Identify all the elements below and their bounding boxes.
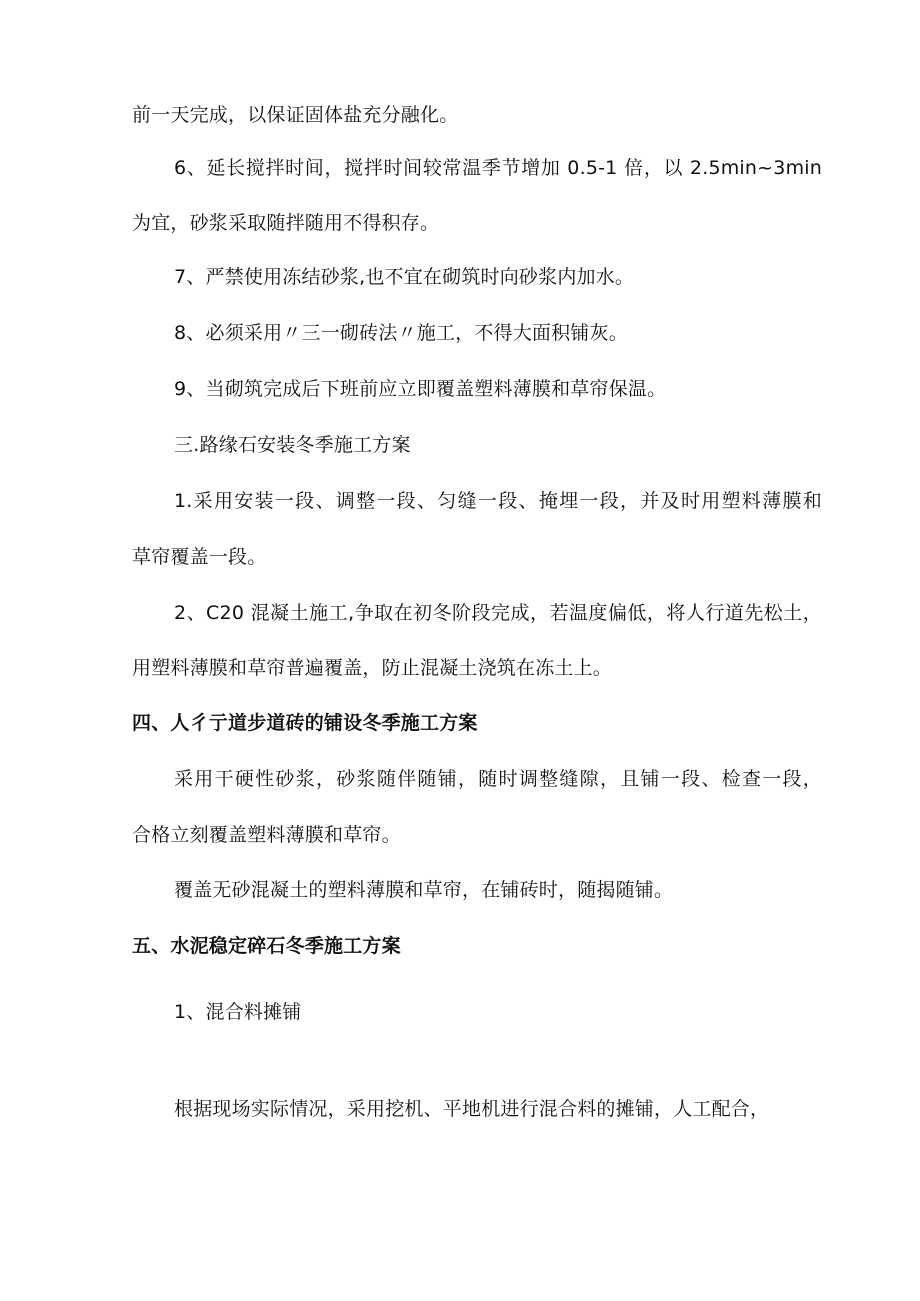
paragraph-line: 用塑料薄膜和草帘普遍覆盖，防止混凝土浇筑在冻土上。 xyxy=(132,657,613,679)
paragraph-line: 前一天完成，以保证固体盐充分融化。 xyxy=(132,104,459,126)
paragraph-line: 7、严禁使用冻结砂浆,也不宜在砌筑时向砂浆内加水。 xyxy=(174,266,635,288)
paragraph-line: 9、当砌筑完成后下班前应立即覆盖塑料薄膜和草帘保温。 xyxy=(174,378,667,400)
section-heading: 四、人彳亍道步道砖的铺设冬季施工方案 xyxy=(132,712,478,734)
subsection-heading: 1、混合料摊铺 xyxy=(174,1001,302,1023)
section-subheading: 三.路缘石安装冬季施工方案 xyxy=(174,434,411,456)
paragraph-line: 采用干硬性砂浆，砂浆随伴随铺，随时调整缝隙，且铺一段、检查一段， xyxy=(174,768,822,790)
paragraph-line: 1.采用安装一段、调整一段、匀缝一段、掩埋一段，并及时用塑料薄膜和 xyxy=(174,490,822,512)
paragraph-line: 为宜，砂浆采取随拌随用不得积存。 xyxy=(132,212,440,234)
section-heading: 五、水泥稳定碎石冬季施工方案 xyxy=(132,935,401,957)
paragraph-line: 8、必须采用〃三一砌砖法〃施工，不得大面积铺灰。 xyxy=(174,322,628,344)
paragraph-line: 6、延长搅拌时间，搅拌时间较常温季节增加 0.5-1 倍，以 2.5min~3min xyxy=(174,157,822,179)
paragraph-line: 合格立刻覆盖塑料薄膜和草帘。 xyxy=(132,824,401,846)
paragraph-line: 2、C20 混凝土施工,争取在初冬阶段完成，若温度偏低，将人行道先松土， xyxy=(174,602,822,624)
paragraph-line: 根据现场实际情况，采用挖机、平地机进行混合料的摊铺，人工配合， xyxy=(174,1098,770,1120)
paragraph-line: 草帘覆盖一段。 xyxy=(132,546,267,568)
paragraph-line: 覆盖无砂混凝土的塑料薄膜和草帘，在铺砖时，随揭随铺。 xyxy=(174,879,674,901)
